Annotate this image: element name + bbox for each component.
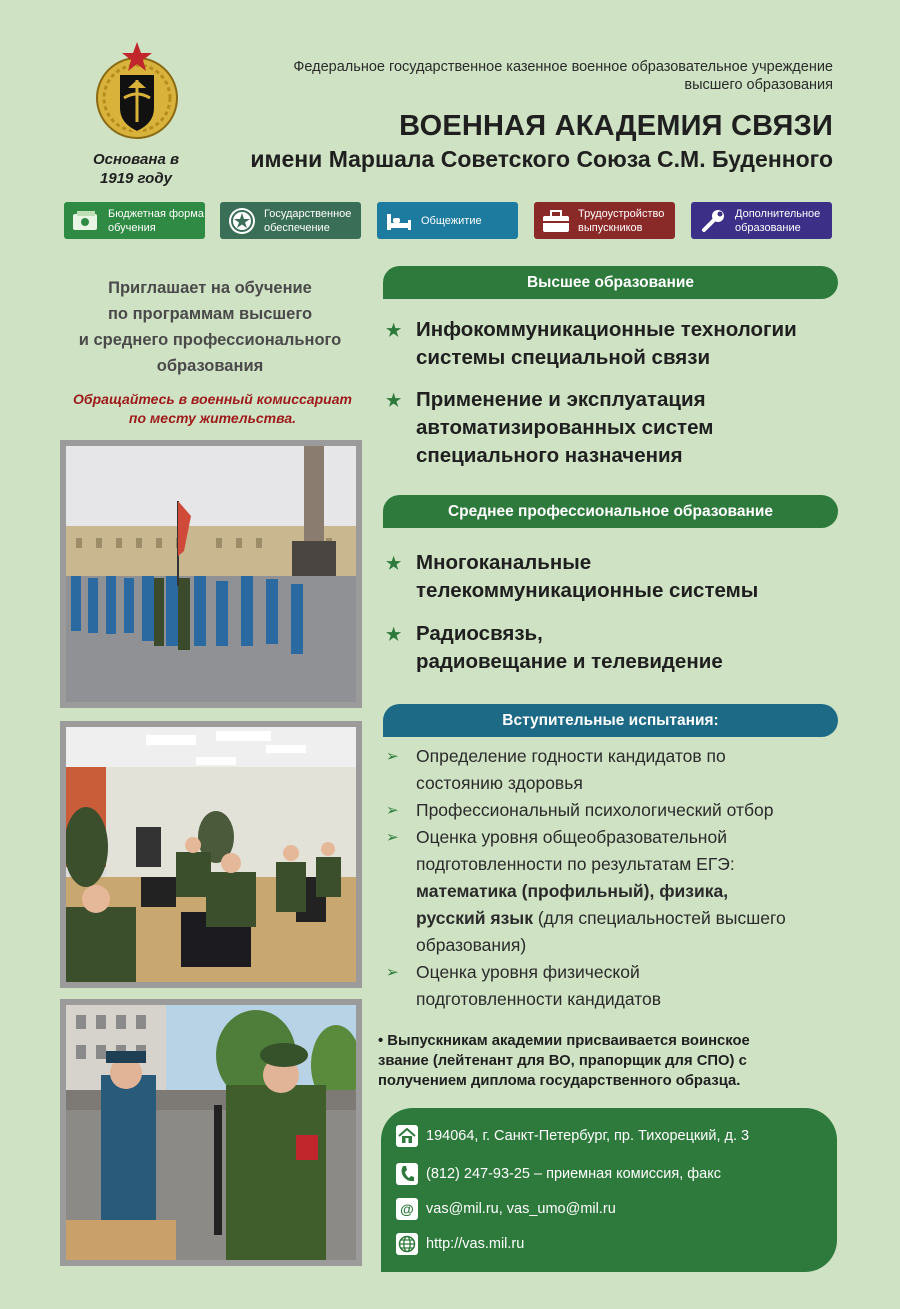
contact-website: http://vas.mil.ru — [396, 1231, 524, 1257]
academy-title: ВОЕННАЯ АКАДЕМИЯ СВЯЗИ — [399, 110, 833, 142]
contact-address: 194064, г. Санкт-Петербург, пр. Тихорецкий, д. 3 — [396, 1123, 749, 1149]
program-radio: ★ Радиосвязь, радиовещание и телевидение — [386, 620, 866, 676]
entrance-exams-heading: Вступительные испытания: — [383, 704, 838, 737]
founded-caption: Основана в 1919 году — [92, 151, 180, 187]
arrow-bullet-icon: ➢ — [386, 964, 399, 981]
star-bullet-icon: ★ — [386, 554, 402, 573]
arrow-bullet-icon: ➢ — [386, 802, 399, 819]
secondary-education-heading: Среднее профессиональное образование — [383, 495, 838, 528]
globe-icon — [396, 1233, 418, 1255]
military-office-note: Обращайтесь в военный комиссариат по месту жительства. — [73, 391, 352, 426]
higher-education-heading: Высшее образование — [383, 266, 838, 299]
graduates-rank-note: • Выпускникам академии присваивается воинское звание (лейтенант для ВО, прапорщик для СПО) с получением диплома государственного образца. — [378, 1033, 750, 1089]
arrow-bullet-icon: ➢ — [386, 829, 399, 846]
money-icon — [70, 206, 102, 236]
badge-dormitory: Общежитие — [377, 202, 518, 239]
photo-classroom — [60, 721, 362, 988]
wrench-icon — [697, 206, 729, 236]
briefcase-icon — [540, 206, 572, 236]
contact-phone: (812) 247-93-25 – приемная комиссия, факс — [396, 1161, 721, 1187]
star-bullet-icon: ★ — [386, 625, 402, 644]
star-bullet-icon: ★ — [386, 321, 402, 340]
badge-state-support: Государственное обеспечение — [220, 202, 361, 239]
photo-parade — [60, 440, 362, 708]
badge-additional-education: Дополнительное образование — [691, 202, 832, 239]
at-sign-icon: @ — [396, 1198, 418, 1220]
program-infocomm: ★ Инфокоммуникационные технологии системы специальной связи — [386, 316, 866, 372]
bed-icon — [383, 206, 415, 236]
badge-budget: Бюджетная форма обучения — [64, 202, 205, 239]
contact-email: @ vas@mil.ru, vas_umo@mil.ru — [396, 1196, 616, 1222]
exam-physical: ➢ Оценка уровня физической подготовленности кандидатов — [386, 959, 856, 1013]
exam-psychological: ➢ Профессиональный психологический отбор — [386, 797, 856, 824]
home-icon — [396, 1125, 418, 1147]
academy-subtitle: имени Маршала Советского Союза С.М. Буденного — [250, 146, 833, 172]
invitation-text: Приглашает на обучение по программам высшего и среднего профессионального образования — [78, 279, 342, 375]
phone-icon — [396, 1163, 418, 1185]
star-bullet-icon: ★ — [386, 391, 402, 410]
exam-general-education: ➢ Оценка уровня общеобразовательной подготовленности по результатам ЕГЭ: математика (профильный), физика, русский язык (для специальностей высшего образования) — [386, 824, 856, 959]
badge-employment: Трудоустройство выпускников — [534, 202, 675, 239]
arrow-bullet-icon: ➢ — [386, 748, 399, 765]
program-automated-systems: ★ Применение и эксплуатация автоматизированных систем специального назначения — [386, 386, 866, 470]
academy-emblem — [94, 40, 180, 144]
program-multichannel: ★ Многоканальные телекоммуникационные системы — [386, 549, 866, 605]
photo-diploma-handshake — [60, 999, 362, 1266]
star-emblem-icon — [226, 206, 258, 236]
exam-health: ➢ Определение годности кандидатов по состоянию здоровья — [386, 743, 856, 797]
federal-institution-line: Федеральное государственное казенное военное образовательное учреждение высшего образования — [293, 59, 833, 93]
